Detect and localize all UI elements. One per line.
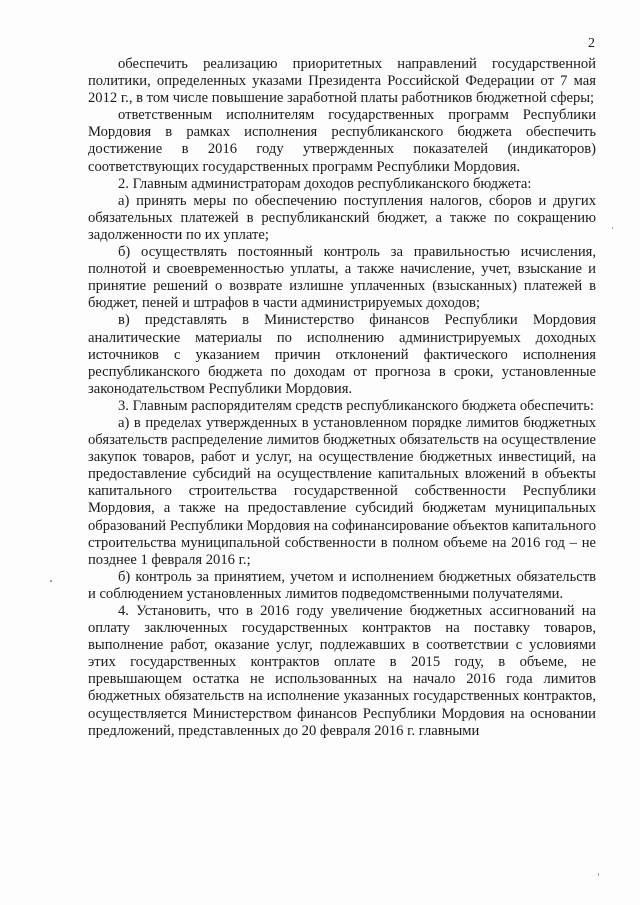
document-body xyxy=(88,56,596,740)
paragraph-3b: б) контроль за принятием, учетом и исполнением бюджетных обязательств и соблюдением установленных лимитов подведомственными получателями. xyxy=(88,568,596,602)
page-number: 2 xyxy=(588,36,595,51)
paragraph-3a: а) в пределах утвержденных в установленном порядке лимитов бюджетных обязательств распределение лимитов бюджетных обязательств на осуществление закупок товаров, работ и услуг, на осуществление бюджетных инвестиций, на предоставление субсидий на осуществление капитальных вложений в объекты капитального строительства государственной собственности Республики Мордовия, а также на предоставление субсидий бюджетам муниципальных образований Республики Мордовия на софинансирование объектов капитального строительства муниципальной собственности в полном объеме на 2016 год – не позднее 1 февраля 2016 г.; xyxy=(88,414,596,568)
paragraph-2c: в) представлять в Министерство финансов Республики Мордовия аналитические материалы по исполнению администрируемых доходных источников с указанием причин отклонений фактического исполнения республиканского бюджета по доходам от прогноза в сроки, установленные законодательством Республики Мордовия. xyxy=(88,312,596,397)
paragraph-priority-policy: обеспечить реализацию приоритетных направлений государственной политики, определенных указами Президента Российской Федерации от 7 мая 2012 г., в том числе повышение заработной платы работников бюджетной сферы; xyxy=(88,56,596,107)
paragraph-section-4: 4. Установить, что в 2016 году увеличение бюджетных ассигнований на оплату заключенных государственных контрактов на поставку товаров, выполнение работ, оказание услуг, подлежавших в соответствии с условиями этих государственных контрактов оплате в 2015 году, в объеме, не превышающем остатка не использованных на начало 2016 года лимитов бюджетных обязательств на исполнение указанных государственных контрактов, осуществляется Министерством финансов Республики Мордовия на основании предложений, представленных до 20 февраля 2016 г. главными xyxy=(88,603,596,739)
scan-speck xyxy=(612,227,613,229)
paragraph-section-3-heading: 3. Главным распорядителям средств республиканского бюджета обеспечить: xyxy=(118,397,594,414)
paragraph-2a: а) принять меры по обеспечению поступления налогов, сборов и других обязательных платежей в республиканский бюджет, а также по сокращению задолженности по их уплате; xyxy=(88,192,596,243)
paragraph-program-executors: ответственным исполнителям государственных программ Республики Мордовия в рамках исполнения республиканского бюджета обеспечить достижение в 2016 году утвержденных показателей (индикаторов) соответствующих государственных программ Республики Мордовия. xyxy=(88,107,596,175)
paragraph-2b: б) осуществлять постоянный контроль за правильностью исчисления, полнотой и своевременностью уплаты, а также начисление, учет, взыскание и принятие решений о возврате излишне уплаченных (взысканных) платежей в бюджет, пеней и штрафов в части администрируемых доходов; xyxy=(88,244,596,312)
paragraph-section-2-heading: 2. Главным администраторам доходов республиканского бюджета: xyxy=(118,175,532,192)
scan-speck xyxy=(50,580,52,582)
scan-speck xyxy=(598,873,599,876)
